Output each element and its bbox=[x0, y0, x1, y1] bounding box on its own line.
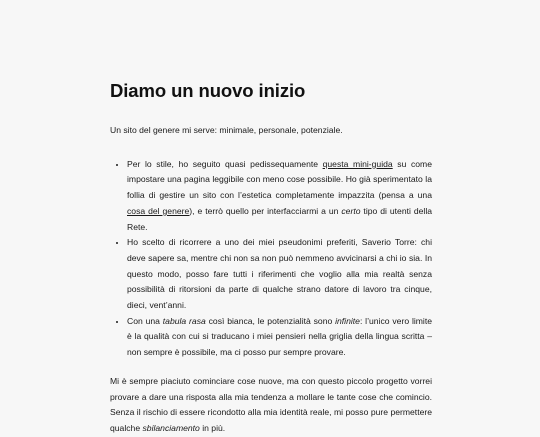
bullet-list bbox=[110, 157, 432, 361]
list-item-text: tipo di utenti della Rete. bbox=[127, 205, 433, 232]
mini-guide-link[interactable]: questa mini-guida bbox=[322, 158, 393, 169]
emphasis-text: tabula rasa bbox=[162, 315, 206, 326]
list-item-text: così bianca, le potenzialità sono bbox=[205, 315, 336, 326]
list-item bbox=[127, 157, 432, 236]
list-item bbox=[127, 235, 432, 314]
list-item-text: Ho scelto di ricorrere a uno dei miei pseudonimi preferiti, Saverio Torre: chi deve sapere sa, mentre chi non sa non può nemmeno avvicinarsi a chi io sia. In questo modo, posso fare tutti i riferimenti che voglio alla mia realtà senza possibilità di ritorsioni da parte di qualche strano datore di lavoro tra cinque, dieci, vent’anni. bbox=[127, 237, 432, 311]
list-item-text: ), e terrò quello per interfacciarmi a un bbox=[189, 205, 342, 216]
example-site-link[interactable]: cosa del genere bbox=[127, 205, 190, 216]
closing-paragraph bbox=[110, 374, 432, 437]
emphasis-text: infinite bbox=[335, 315, 360, 326]
paragraph-text: Mi è sempre piaciuto cominciare cose nuove, ma con questo piccolo progetto vorrei provare a dare una risposta alla mia tendenza a mollare le tante cose che comincio. Senza il rischio di essere ricondotto alla mia identità reale, mi posso pure permettere qualche bbox=[110, 375, 432, 433]
list-item-text: : l’unico vero limite è la qualità con cui si traducano i miei pensieri nella griglia della lingua scritta – non sempre è possibile, ma ci posso pur sempre provare. bbox=[127, 315, 432, 358]
list-item bbox=[127, 314, 432, 361]
page-title: Diamo un nuovo inizio bbox=[110, 80, 306, 101]
emphasis-text: sbilanciamento bbox=[142, 422, 200, 433]
list-item-text: Con una bbox=[127, 315, 163, 326]
list-item-text: Per lo stile, ho seguito quasi pedissequamente bbox=[127, 158, 323, 169]
intro-paragraph: Un sito del genere mi serve: minimale, personale, potenziale. bbox=[110, 125, 343, 135]
article bbox=[110, 80, 432, 437]
list-item-text: su come impostare una pagina leggibile con meno cose possibile. Ho già sperimentato la follia di gestire un sito con l’estetica completamente impazzita (pensa a una bbox=[127, 158, 432, 201]
emphasis-text: certo bbox=[341, 205, 361, 216]
paragraph-text: in più. bbox=[199, 422, 226, 433]
